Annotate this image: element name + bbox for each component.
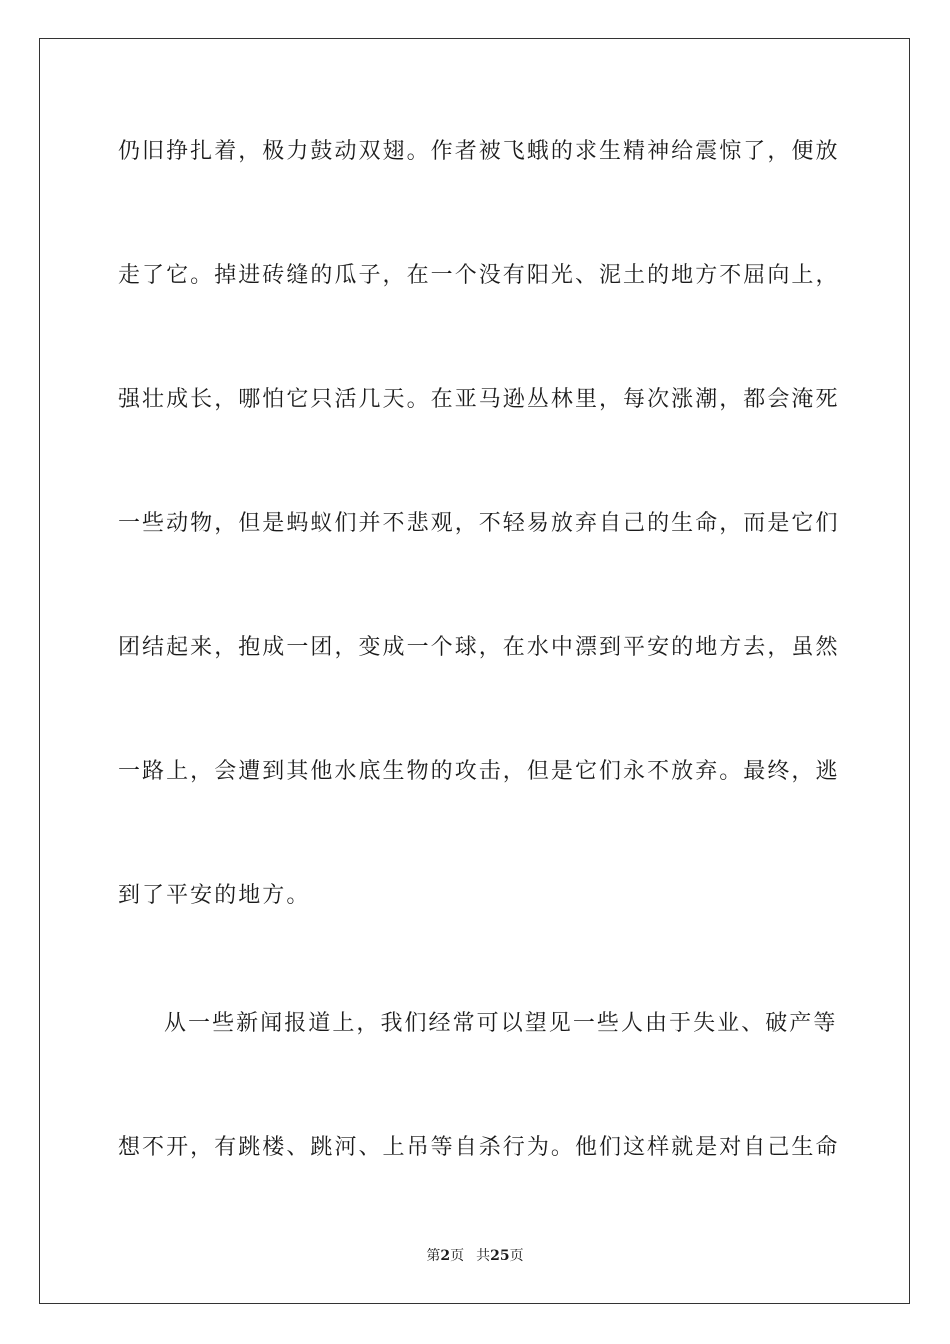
page-border [39,38,910,1304]
text-line: 强壮成长，哪怕它只活几天。在亚马逊丛林里，每次涨潮，都会淹死 [118,387,840,412]
page-number: 2 [440,1248,451,1264]
text-line: 团结起来，抱成一团，变成一个球，在水中漂到平安的地方去，虽然 [118,635,840,660]
text-line: 一些动物，但是蚂蚁们并不悲观，不轻易放弃自己的生命，而是它们 [118,511,840,536]
total-pages: 25 [490,1248,510,1264]
text-line: 一路上，会遭到其他水底生物的攻击，但是它们永不放弃。最终，逃 [118,759,840,784]
page-suffix: 页 [450,1248,465,1264]
text-line: 仍旧挣扎着，极力鼓动双翅。作者被飞蛾的求生精神给震惊了，便放 [118,139,840,164]
total-prefix: 共 [476,1248,491,1264]
text-line: 走了它。掉进砖缝的瓜子，在一个没有阳光、泥土的地方不屈向上， [118,263,840,288]
page-prefix: 第 [426,1248,441,1264]
paragraph-first-line: 从一些新闻报道上，我们经常可以望见一些人由于失业、破产等 [164,1011,838,1036]
page-footer [0,1247,950,1265]
text-line: 到了平安的地方。 [118,883,311,908]
text-line: 想不开，有跳楼、跳河、上吊等自杀行为。他们这样就是对自己生命 [118,1135,840,1160]
total-suffix: 页 [509,1248,524,1264]
